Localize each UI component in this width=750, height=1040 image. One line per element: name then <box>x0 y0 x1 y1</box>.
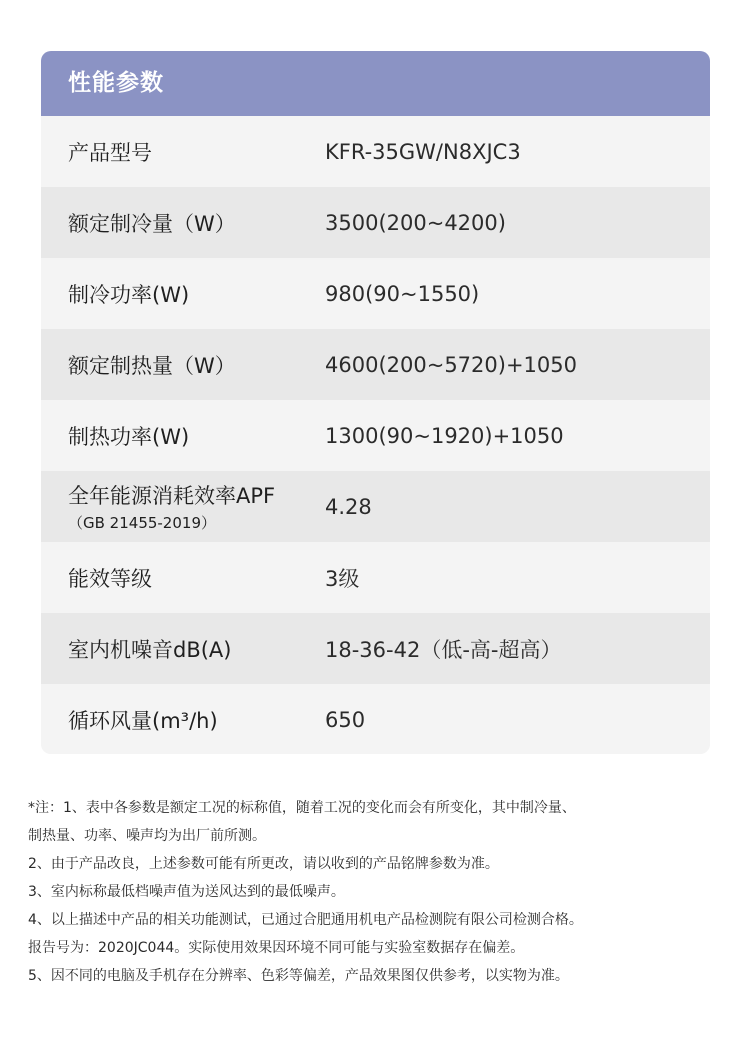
footnotes <box>28 794 728 990</box>
row-value: 650 <box>325 707 366 732</box>
footnote-line: 报告号为：2020JC044。实际使用效果因环境不同可能与实验室数据存在偏差。 <box>28 940 525 956</box>
table-row <box>41 542 710 613</box>
row-value: 3500(200~4200) <box>325 210 506 235</box>
table-row <box>41 471 710 542</box>
table-row <box>41 613 710 684</box>
row-value: 4600(200~5720)+1050 <box>325 352 577 377</box>
footnote-line: 2、由于产品改良，上述参数可能有所更改，请以收到的产品铭牌参数为准。 <box>28 856 499 872</box>
table-row <box>41 258 710 329</box>
table-row <box>41 684 710 754</box>
spec-table-title: 性能参数 <box>41 51 710 116</box>
row-value: 18-36-42（低-高-超高） <box>325 637 562 662</box>
row-label <box>41 480 325 533</box>
footnote-line: 制热量、功率、噪声均为出厂前所测。 <box>28 828 266 844</box>
row-value: 4.28 <box>325 494 372 519</box>
row-label: 额定制热量（W） <box>68 353 236 378</box>
spec-table <box>41 51 710 754</box>
row-label: 室内机噪音dB(A) <box>68 637 232 662</box>
row-label: 额定制冷量（W） <box>68 211 236 236</box>
footnote-line: 4、以上描述中产品的相关功能测试，已通过合肥通用机电产品检测院有限公司检测合格。 <box>28 912 583 928</box>
row-value: 3级 <box>325 566 360 591</box>
row-label-standard: （GB 21455-2019） <box>68 514 216 532</box>
row-label: 制热功率(W) <box>68 424 190 449</box>
row-label: 循环风量(m³/h) <box>68 708 218 733</box>
row-value: 1300(90~1920)+1050 <box>325 423 564 448</box>
row-label-main: 全年能源消耗效率APF <box>68 484 276 508</box>
footnote-line: 3、室内标称最低档噪声值为送风达到的最低噪声。 <box>28 884 345 900</box>
footnote-line: 5、因不同的电脑及手机存在分辨率、色彩等偏差，产品效果图仅供参考，以实物为准。 <box>28 968 569 984</box>
table-row <box>41 400 710 471</box>
table-row <box>41 187 710 258</box>
row-label: 制冷功率(W) <box>68 282 190 307</box>
row-value: 980(90~1550) <box>325 281 480 306</box>
row-label: 能效等级 <box>68 566 152 591</box>
row-value: KFR-35GW/N8XJC3 <box>325 139 521 164</box>
table-row <box>41 329 710 400</box>
row-label: 产品型号 <box>68 140 152 165</box>
footnote-line: *注：1、表中各参数是额定工况的标称值，随着工况的变化而会有所变化，其中制冷量、 <box>28 800 576 816</box>
table-row <box>41 116 710 187</box>
